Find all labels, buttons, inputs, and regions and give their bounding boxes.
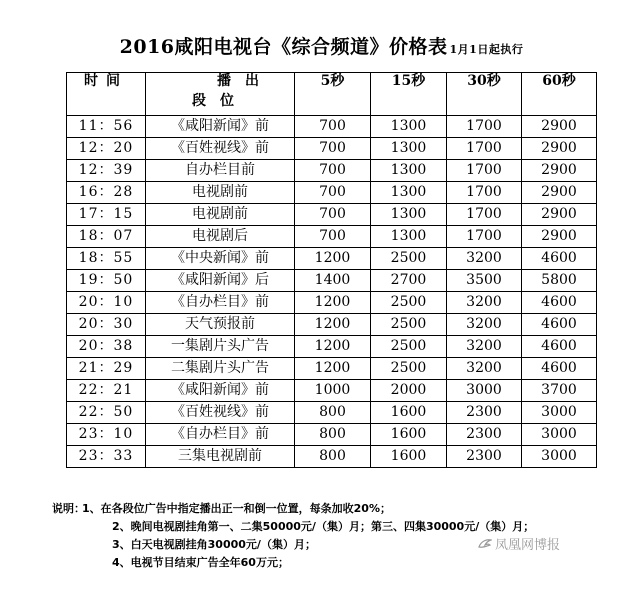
cell-price-5s: 1400 xyxy=(295,270,371,292)
note-index: 2、 xyxy=(112,520,131,533)
cell-price-5s: 1200 xyxy=(295,248,371,270)
cell-time: 21：29 xyxy=(67,358,146,380)
cell-price-15s: 1600 xyxy=(371,424,447,446)
cell-segment: 电视剧前 xyxy=(146,204,295,226)
cell-price-30s: 1700 xyxy=(447,204,522,226)
table-row xyxy=(67,336,597,358)
cell-price-30s: 3000 xyxy=(447,380,522,402)
cell-price-5s: 1000 xyxy=(295,380,371,402)
cell-segment: 自办栏目前 xyxy=(146,160,295,182)
header-30s: 30秒 xyxy=(447,73,522,116)
cell-price-60s: 4600 xyxy=(522,292,597,314)
cell-price-15s: 2500 xyxy=(371,292,447,314)
note-index: 3、 xyxy=(112,538,131,551)
cell-price-60s: 5800 xyxy=(522,270,597,292)
cell-price-15s: 2500 xyxy=(371,358,447,380)
cell-price-60s: 2900 xyxy=(522,116,597,138)
cell-price-15s: 2500 xyxy=(371,336,447,358)
note-text: 白天电视剧挂角30000元/（集）月； xyxy=(130,538,316,551)
cell-price-5s: 700 xyxy=(295,182,371,204)
cell-price-60s: 3000 xyxy=(522,402,597,424)
cell-price-15s: 1300 xyxy=(371,116,447,138)
cell-price-60s: 2900 xyxy=(522,226,597,248)
note-index: 1、 xyxy=(82,502,101,515)
cell-segment: 一集剧片头广告 xyxy=(146,336,295,358)
table-row xyxy=(67,226,597,248)
cell-price-5s: 700 xyxy=(295,138,371,160)
cell-price-5s: 1200 xyxy=(295,336,371,358)
table-row xyxy=(67,292,597,314)
cell-price-15s: 1600 xyxy=(371,402,447,424)
cell-segment: 电视剧后 xyxy=(146,226,295,248)
cell-segment: 二集剧片头广告 xyxy=(146,358,295,380)
header-time: 时间 xyxy=(67,73,146,116)
notes-section xyxy=(52,500,534,572)
cell-price-30s: 1700 xyxy=(447,226,522,248)
table-row xyxy=(67,358,597,380)
page-title xyxy=(0,32,643,59)
note-text: 电视节目结束广告全年60万元； xyxy=(130,556,289,569)
cell-time: 19：50 xyxy=(67,270,146,292)
cell-price-60s: 3000 xyxy=(522,424,597,446)
cell-price-5s: 700 xyxy=(295,204,371,226)
header-15s: 15秒 xyxy=(371,73,447,116)
table-row xyxy=(67,270,597,292)
cell-price-60s: 4600 xyxy=(522,336,597,358)
title-effective-date: 1月1日起执行 xyxy=(449,43,524,56)
cell-time: 18：07 xyxy=(67,226,146,248)
cell-price-15s: 2500 xyxy=(371,248,447,270)
cell-segment: 三集电视剧前 xyxy=(146,446,295,468)
watermark-text: 凤凰网博报 xyxy=(495,538,561,553)
cell-time: 22：21 xyxy=(67,380,146,402)
cell-segment: 天气预报前 xyxy=(146,314,295,336)
cell-price-30s: 2300 xyxy=(447,402,522,424)
note-item xyxy=(52,536,534,554)
cell-price-5s: 800 xyxy=(295,446,371,468)
note-index: 4、 xyxy=(112,556,131,569)
cell-time: 20：10 xyxy=(67,292,146,314)
table-row xyxy=(67,424,597,446)
cell-price-30s: 1700 xyxy=(447,182,522,204)
cell-time: 23：33 xyxy=(67,446,146,468)
cell-price-5s: 700 xyxy=(295,226,371,248)
cell-time: 12：39 xyxy=(67,160,146,182)
cell-price-30s: 1700 xyxy=(447,160,522,182)
cell-price-60s: 4600 xyxy=(522,314,597,336)
cell-price-60s: 4600 xyxy=(522,248,597,270)
note-text: 晚间电视剧挂角第一、二集50000元/（集）月；第三、四集30000元/（集）月； xyxy=(130,520,535,533)
table-row xyxy=(67,380,597,402)
cell-time: 16：28 xyxy=(67,182,146,204)
phoenix-logo-icon xyxy=(478,538,492,550)
title-main: 2016咸阳电视台《综合频道》价格表 xyxy=(119,36,448,58)
cell-price-5s: 800 xyxy=(295,402,371,424)
watermark xyxy=(478,534,560,553)
note-item xyxy=(52,500,534,518)
header-60s: 60秒 xyxy=(522,73,597,116)
cell-price-30s: 3500 xyxy=(447,270,522,292)
cell-price-5s: 700 xyxy=(295,160,371,182)
cell-price-60s: 3000 xyxy=(522,446,597,468)
header-5s: 5秒 xyxy=(295,73,371,116)
price-table xyxy=(66,72,597,468)
table-row xyxy=(67,182,597,204)
cell-price-15s: 1300 xyxy=(371,160,447,182)
cell-segment: 《百姓视线》前 xyxy=(146,402,295,424)
cell-price-5s: 1200 xyxy=(295,314,371,336)
notes-label: 说明： xyxy=(52,502,85,515)
cell-price-30s: 3200 xyxy=(447,336,522,358)
note-text: 在各段位广告中指定播出正一和倒一位置，每条加收20%； xyxy=(100,502,391,515)
table-row xyxy=(67,314,597,336)
cell-segment: 《咸阳新闻》前 xyxy=(146,116,295,138)
cell-time: 12：20 xyxy=(67,138,146,160)
table-row xyxy=(67,160,597,182)
cell-time: 18：55 xyxy=(67,248,146,270)
cell-segment: 《咸阳新闻》前 xyxy=(146,380,295,402)
cell-segment: 《自办栏目》前 xyxy=(146,292,295,314)
cell-price-60s: 2900 xyxy=(522,138,597,160)
cell-price-30s: 1700 xyxy=(447,116,522,138)
cell-time: 17：15 xyxy=(67,204,146,226)
cell-price-5s: 1200 xyxy=(295,358,371,380)
cell-price-60s: 4600 xyxy=(522,358,597,380)
table-row xyxy=(67,248,597,270)
header-segment xyxy=(146,73,295,116)
cell-price-30s: 3200 xyxy=(447,314,522,336)
cell-price-60s: 2900 xyxy=(522,160,597,182)
cell-price-15s: 1300 xyxy=(371,226,447,248)
note-item xyxy=(52,554,534,572)
cell-price-15s: 2700 xyxy=(371,270,447,292)
cell-segment: 《中央新闻》前 xyxy=(146,248,295,270)
cell-segment: 电视剧前 xyxy=(146,182,295,204)
cell-time: 20：38 xyxy=(67,336,146,358)
cell-price-5s: 800 xyxy=(295,424,371,446)
cell-price-15s: 1300 xyxy=(371,182,447,204)
cell-time: 22：50 xyxy=(67,402,146,424)
cell-segment: 《自办栏目》前 xyxy=(146,424,295,446)
cell-price-5s: 700 xyxy=(295,116,371,138)
cell-price-60s: 2900 xyxy=(522,204,597,226)
cell-price-30s: 3200 xyxy=(447,248,522,270)
cell-price-15s: 1300 xyxy=(371,138,447,160)
cell-price-30s: 2300 xyxy=(447,446,522,468)
cell-price-30s: 1700 xyxy=(447,138,522,160)
cell-price-5s: 1200 xyxy=(295,292,371,314)
cell-segment: 《百姓视线》前 xyxy=(146,138,295,160)
table-row xyxy=(67,138,597,160)
cell-price-15s: 1300 xyxy=(371,204,447,226)
cell-time: 11：56 xyxy=(67,116,146,138)
cell-price-60s: 2900 xyxy=(522,182,597,204)
cell-time: 23：10 xyxy=(67,424,146,446)
header-segment-line2: 段位 xyxy=(192,93,248,109)
cell-price-60s: 3700 xyxy=(522,380,597,402)
note-item xyxy=(52,518,534,536)
cell-time: 20：30 xyxy=(67,314,146,336)
cell-price-30s: 3200 xyxy=(447,358,522,380)
cell-segment: 《咸阳新闻》后 xyxy=(146,270,295,292)
cell-price-30s: 3200 xyxy=(447,292,522,314)
table-row xyxy=(67,402,597,424)
cell-price-15s: 2000 xyxy=(371,380,447,402)
header-segment-line1: 播出 xyxy=(217,73,273,89)
table-row xyxy=(67,446,597,468)
cell-price-15s: 1600 xyxy=(371,446,447,468)
cell-price-30s: 2300 xyxy=(447,424,522,446)
table-row xyxy=(67,204,597,226)
table-row xyxy=(67,116,597,138)
table-header-row xyxy=(67,73,597,116)
cell-price-15s: 2500 xyxy=(371,314,447,336)
